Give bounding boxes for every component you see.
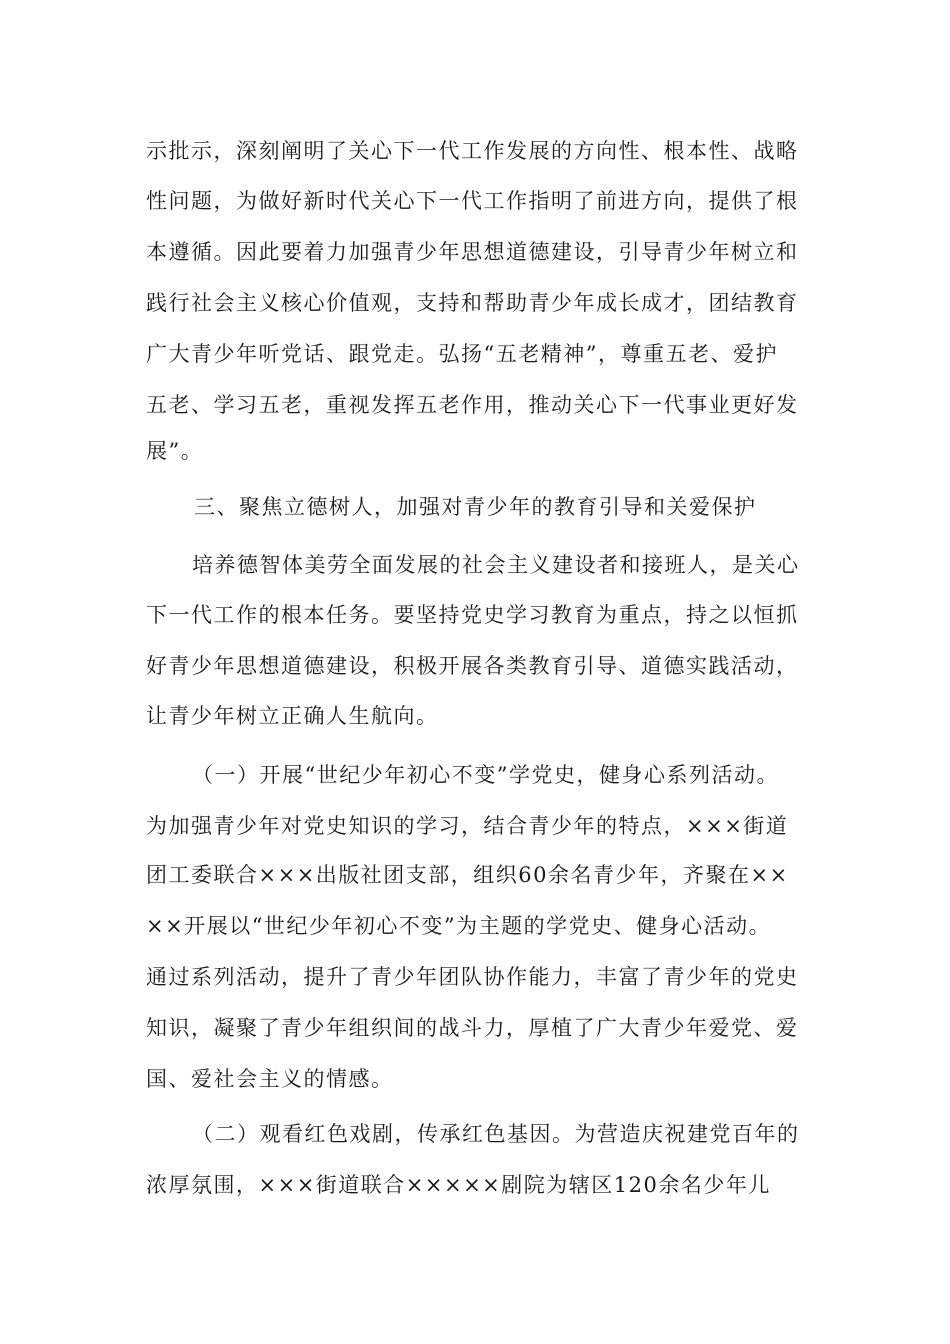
paragraph-2-line: 让青少年树立正确人生航向。 xyxy=(146,704,439,728)
paragraph-2-line: 下一代工作的根本任务。要坚持党史学习教育为重点，持之以恒抓 xyxy=(146,603,799,627)
paragraph-2-line: 好青少年思想道德建设，积极开展各类教育引导、道德实践活动， xyxy=(146,654,799,678)
paragraph-3-line: ××开展以“世纪少年初心不变”为主题的学党史、健身心活动。 xyxy=(146,914,772,938)
paragraph-3-line: 知识，凝聚了青少年组织间的战斗力，厚植了广大青少年爱党、爱 xyxy=(146,1016,799,1040)
paragraph-3-line: 为加强青少年对党史知识的学习，结合青少年的特点，×××街道 xyxy=(146,814,789,838)
paragraph-1-line: 展”。 xyxy=(146,439,204,463)
paragraph-3-line: 通过系列活动，提升了青少年团队协作能力，丰富了青少年的党史 xyxy=(146,965,799,989)
paragraph-1-line: 示批示，深刻阐明了关心下一代工作发展的方向性、根本性、战略 xyxy=(146,139,799,163)
paragraph-3-line: 团工委联合×××出版社团支部，组织60余名青少年，齐聚在×× xyxy=(146,863,789,887)
paragraph-4-line: （二）观看红色戏剧，传承红色基因。为营造庆祝建党百年的 xyxy=(192,1122,800,1146)
paragraph-1-line: 五老、学习五老，重视发挥五老作用，推动关心下一代事业更好发 xyxy=(146,393,799,417)
paragraph-1-line: 性问题，为做好新时代关心下一代工作指明了前进方向，提供了根 xyxy=(146,189,799,213)
paragraph-3-line: 国、爱社会主义的情感。 xyxy=(146,1067,394,1091)
paragraph-1-line: 广大青少年听党话、跟党走。弘扬“五老精神”，尊重五老、爱护 xyxy=(146,342,778,366)
paragraph-4-line: 浓厚氛围，×××街道联合×××××剧院为辖区120余名少年儿 xyxy=(146,1173,771,1197)
paragraph-3-line: （一）开展“世纪少年初心不变”学党史，健身心系列活动。 xyxy=(192,763,779,787)
paragraph-2-line: 培养德智体美劳全面发展的社会主义建设者和接班人，是关心 xyxy=(192,553,800,577)
paragraph-1-line: 本遵循。因此要着力加强青少年思想道德建设，引导青少年树立和 xyxy=(146,240,799,264)
paragraph-1-line: 践行社会主义核心价值观，支持和帮助青少年成长成才，团结教育 xyxy=(146,291,799,315)
section-heading: 三、聚焦立德树人，加强对青少年的教育引导和关爱保护 xyxy=(194,495,757,519)
